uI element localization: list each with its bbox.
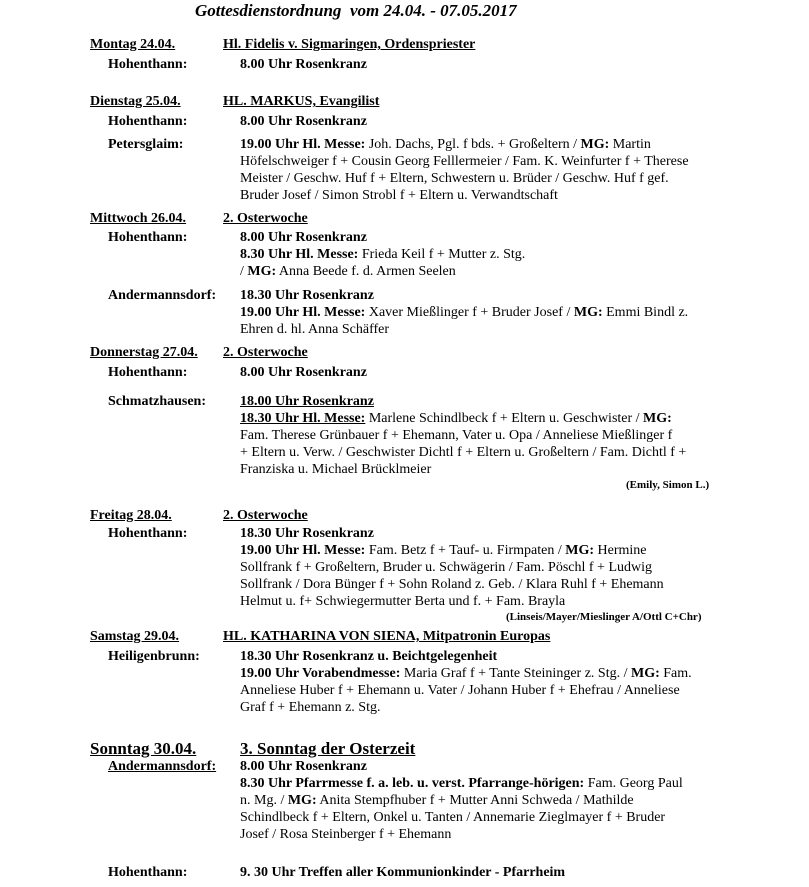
- service-text: Frieda Keil f + Mutter z. Stg.: [358, 247, 526, 262]
- service-line: 8.00 Uhr Rosenkranz: [240, 57, 367, 72]
- service-text: n. Mg. /: [240, 793, 288, 808]
- service-line: [240, 775, 683, 792]
- service-text: Hermine: [594, 543, 647, 558]
- feast-samstag: HL. KATHARINA VON SIENA, Mitpatronin Europas: [223, 629, 551, 644]
- service-line: 18.30 Uhr Rosenkranz: [240, 526, 374, 541]
- place-label: Andermannsdorf:: [108, 759, 217, 774]
- service-line: Franziska u. Michael Brücklmeier: [240, 462, 432, 477]
- service-time: 18.30 Uhr Hl. Messe:: [240, 411, 366, 426]
- service-text: /: [240, 264, 248, 279]
- service-line: 8.00 Uhr Rosenkranz: [240, 230, 367, 245]
- service-line: 8.00 Uhr Rosenkranz: [240, 365, 367, 380]
- place-label: Schmatzhausen:: [108, 394, 207, 409]
- day-heading-freitag: Freitag 28.04.: [90, 508, 172, 523]
- service-time: 19.00 Uhr Hl. Messe:: [240, 137, 366, 152]
- day-heading-dienstag: Dienstag 25.04.: [90, 94, 181, 109]
- service-line: Meister / Geschw. Huf f + Eltern, Schwestern u. Brüder / Geschw. Huf f gef.: [240, 171, 669, 186]
- service-line: Graf f + Ehemann z. Stg.: [240, 700, 381, 715]
- day-heading-donnerstag: Donnerstag 27.04.: [90, 345, 198, 360]
- mg-label: MG:: [643, 411, 672, 426]
- feast-sonntag: 3. Sonntag der Osterzeit: [240, 739, 416, 758]
- service-line: [240, 542, 647, 559]
- service-line: [240, 304, 688, 321]
- title-range: vom 24.04. - 07.05.2017: [349, 1, 517, 20]
- service-text: Anita Stempfhuber f + Mutter Anni Schweda / Mathilde: [316, 793, 634, 808]
- service-line: Helmut u. f+ Schwiegermutter Berta und f. + Fam. Brayla: [240, 594, 566, 609]
- service-time: 8.30 Uhr Pfarrmesse f. a. leb. u. verst. Pfarrange-hörigen:: [240, 776, 585, 791]
- service-text: Fam.: [659, 666, 692, 681]
- service-text: Anna Beede f. d. Armen Seelen: [276, 264, 456, 279]
- service-line: [240, 410, 672, 427]
- feast-donnerstag: 2. Osterwoche: [223, 345, 308, 360]
- service-text: Joh. Dachs, Pgl. f bds. + Großeltern /: [365, 137, 581, 152]
- place-label: Petersglaim:: [108, 137, 184, 152]
- place-label: Hohenthann:: [108, 57, 188, 72]
- place-label: Hohenthann:: [108, 114, 188, 129]
- service-line: 18.30 Uhr Rosenkranz u. Beichtgelegenheit: [240, 649, 498, 664]
- service-line: 8.00 Uhr Rosenkranz: [240, 759, 367, 774]
- service-text: Fam. Georg Paul: [584, 776, 683, 791]
- service-line: Bruder Josef / Simon Strobl f + Eltern u. Verwandtschaft: [240, 188, 558, 203]
- day-heading-sonntag: Sonntag 30.04.: [90, 739, 197, 758]
- service-time: 19.00 Uhr Vorabendmesse:: [240, 666, 401, 681]
- service-line: 18.00 Uhr Rosenkranz: [240, 394, 374, 409]
- service-line: Fam. Therese Grünbauer f + Ehemann, Vater u. Opa / Anneliese Mießlinger f: [240, 428, 673, 443]
- day-heading-montag: Montag 24.04.: [90, 37, 176, 52]
- service-text: Maria Graf f + Tante Steininger z. Stg. /: [400, 666, 631, 681]
- service-text: Fam. Betz f + Tauf- u. Firmpaten /: [365, 543, 566, 558]
- mg-label: MG:: [247, 264, 277, 279]
- mg-label: MG:: [630, 666, 660, 681]
- service-text: Xaver Mießlinger f + Bruder Josef /: [365, 305, 574, 320]
- feast-dienstag: HL. MARKUS, Evangilist: [223, 94, 380, 109]
- service-time: 19.00 Uhr Hl. Messe:: [240, 543, 366, 558]
- feast-freitag: 2. Osterwoche: [223, 508, 308, 523]
- place-label: Andermannsdorf:: [108, 288, 217, 303]
- title-text: Gottesdienstordnung: [195, 1, 342, 20]
- place-label: Hohenthann:: [108, 365, 188, 380]
- service-time: 19.00 Uhr Hl. Messe:: [240, 305, 366, 320]
- service-line: Schindlbeck f + Eltern, Onkel u. Tanten / Annemarie Zieglmayer f + Bruder: [240, 810, 666, 825]
- service-text: Marlene Schindlbeck f + Eltern u. Geschwister /: [365, 411, 644, 426]
- service-line: 9. 30 Uhr Treffen aller Kommunionkinder - Pfarrheim: [240, 865, 566, 880]
- service-line: [240, 246, 525, 263]
- service-line: 8.00 Uhr Rosenkranz: [240, 114, 367, 129]
- service-text: Emmi Bindl z.: [602, 305, 689, 320]
- page-title: [195, 2, 517, 19]
- mg-label: MG:: [573, 305, 603, 320]
- service-line: 18.30 Uhr Rosenkranz: [240, 288, 374, 303]
- place-label: Hohenthann:: [108, 526, 188, 541]
- service-line: Sollfrank f + Großeltern, Bruder u. Schwägerin / Fam. Pöschl f + Ludwig: [240, 560, 652, 575]
- service-line: [240, 665, 692, 682]
- mg-label: MG:: [565, 543, 595, 558]
- mg-label: MG:: [287, 793, 317, 808]
- day-heading-mittwoch: Mittwoch 26.04.: [90, 211, 187, 226]
- service-line: Josef / Rosa Steinberger f + Ehemann: [240, 827, 452, 842]
- service-line: [240, 263, 456, 280]
- mg-label: MG:: [580, 137, 610, 152]
- ministrant-note: (Emily, Simon L.): [626, 479, 710, 491]
- feast-montag: Hl. Fidelis v. Sigmaringen, Ordenspriester: [223, 37, 476, 52]
- day-heading-samstag: Samstag 29.04.: [90, 629, 180, 644]
- service-line: Ehren d. hl. Anna Schäffer: [240, 322, 390, 337]
- service-line: [240, 792, 634, 809]
- ministrant-note: (Linseis/Mayer/Mieslinger A/Ottl C+Chr): [506, 611, 702, 623]
- service-line: Anneliese Huber f + Ehemann u. Vater / Johann Huber f + Ehefrau / Anneliese: [240, 683, 680, 698]
- feast-mittwoch: 2. Osterwoche: [223, 211, 308, 226]
- service-line: Höfelschweiger f + Cousin Georg Felllermeier / Fam. K. Weinfurter f + Therese: [240, 154, 689, 169]
- service-line: [240, 136, 651, 153]
- place-label: Hohenthann:: [108, 230, 188, 245]
- place-label: Hohenthann:: [108, 865, 188, 880]
- service-line: Sollfrank / Dora Bünger f + Sohn Roland z. Geb. / Klara Ruhl f + Ehemann: [240, 577, 664, 592]
- service-text: Martin: [609, 137, 651, 152]
- service-line: + Eltern u. Verw. / Geschwister Dichtl f + Eltern u. Großeltern / Fam. Dichtl f +: [240, 445, 687, 460]
- place-label: Heiligenbrunn:: [108, 649, 200, 664]
- service-time: 8.30 Uhr Hl. Messe:: [240, 247, 359, 262]
